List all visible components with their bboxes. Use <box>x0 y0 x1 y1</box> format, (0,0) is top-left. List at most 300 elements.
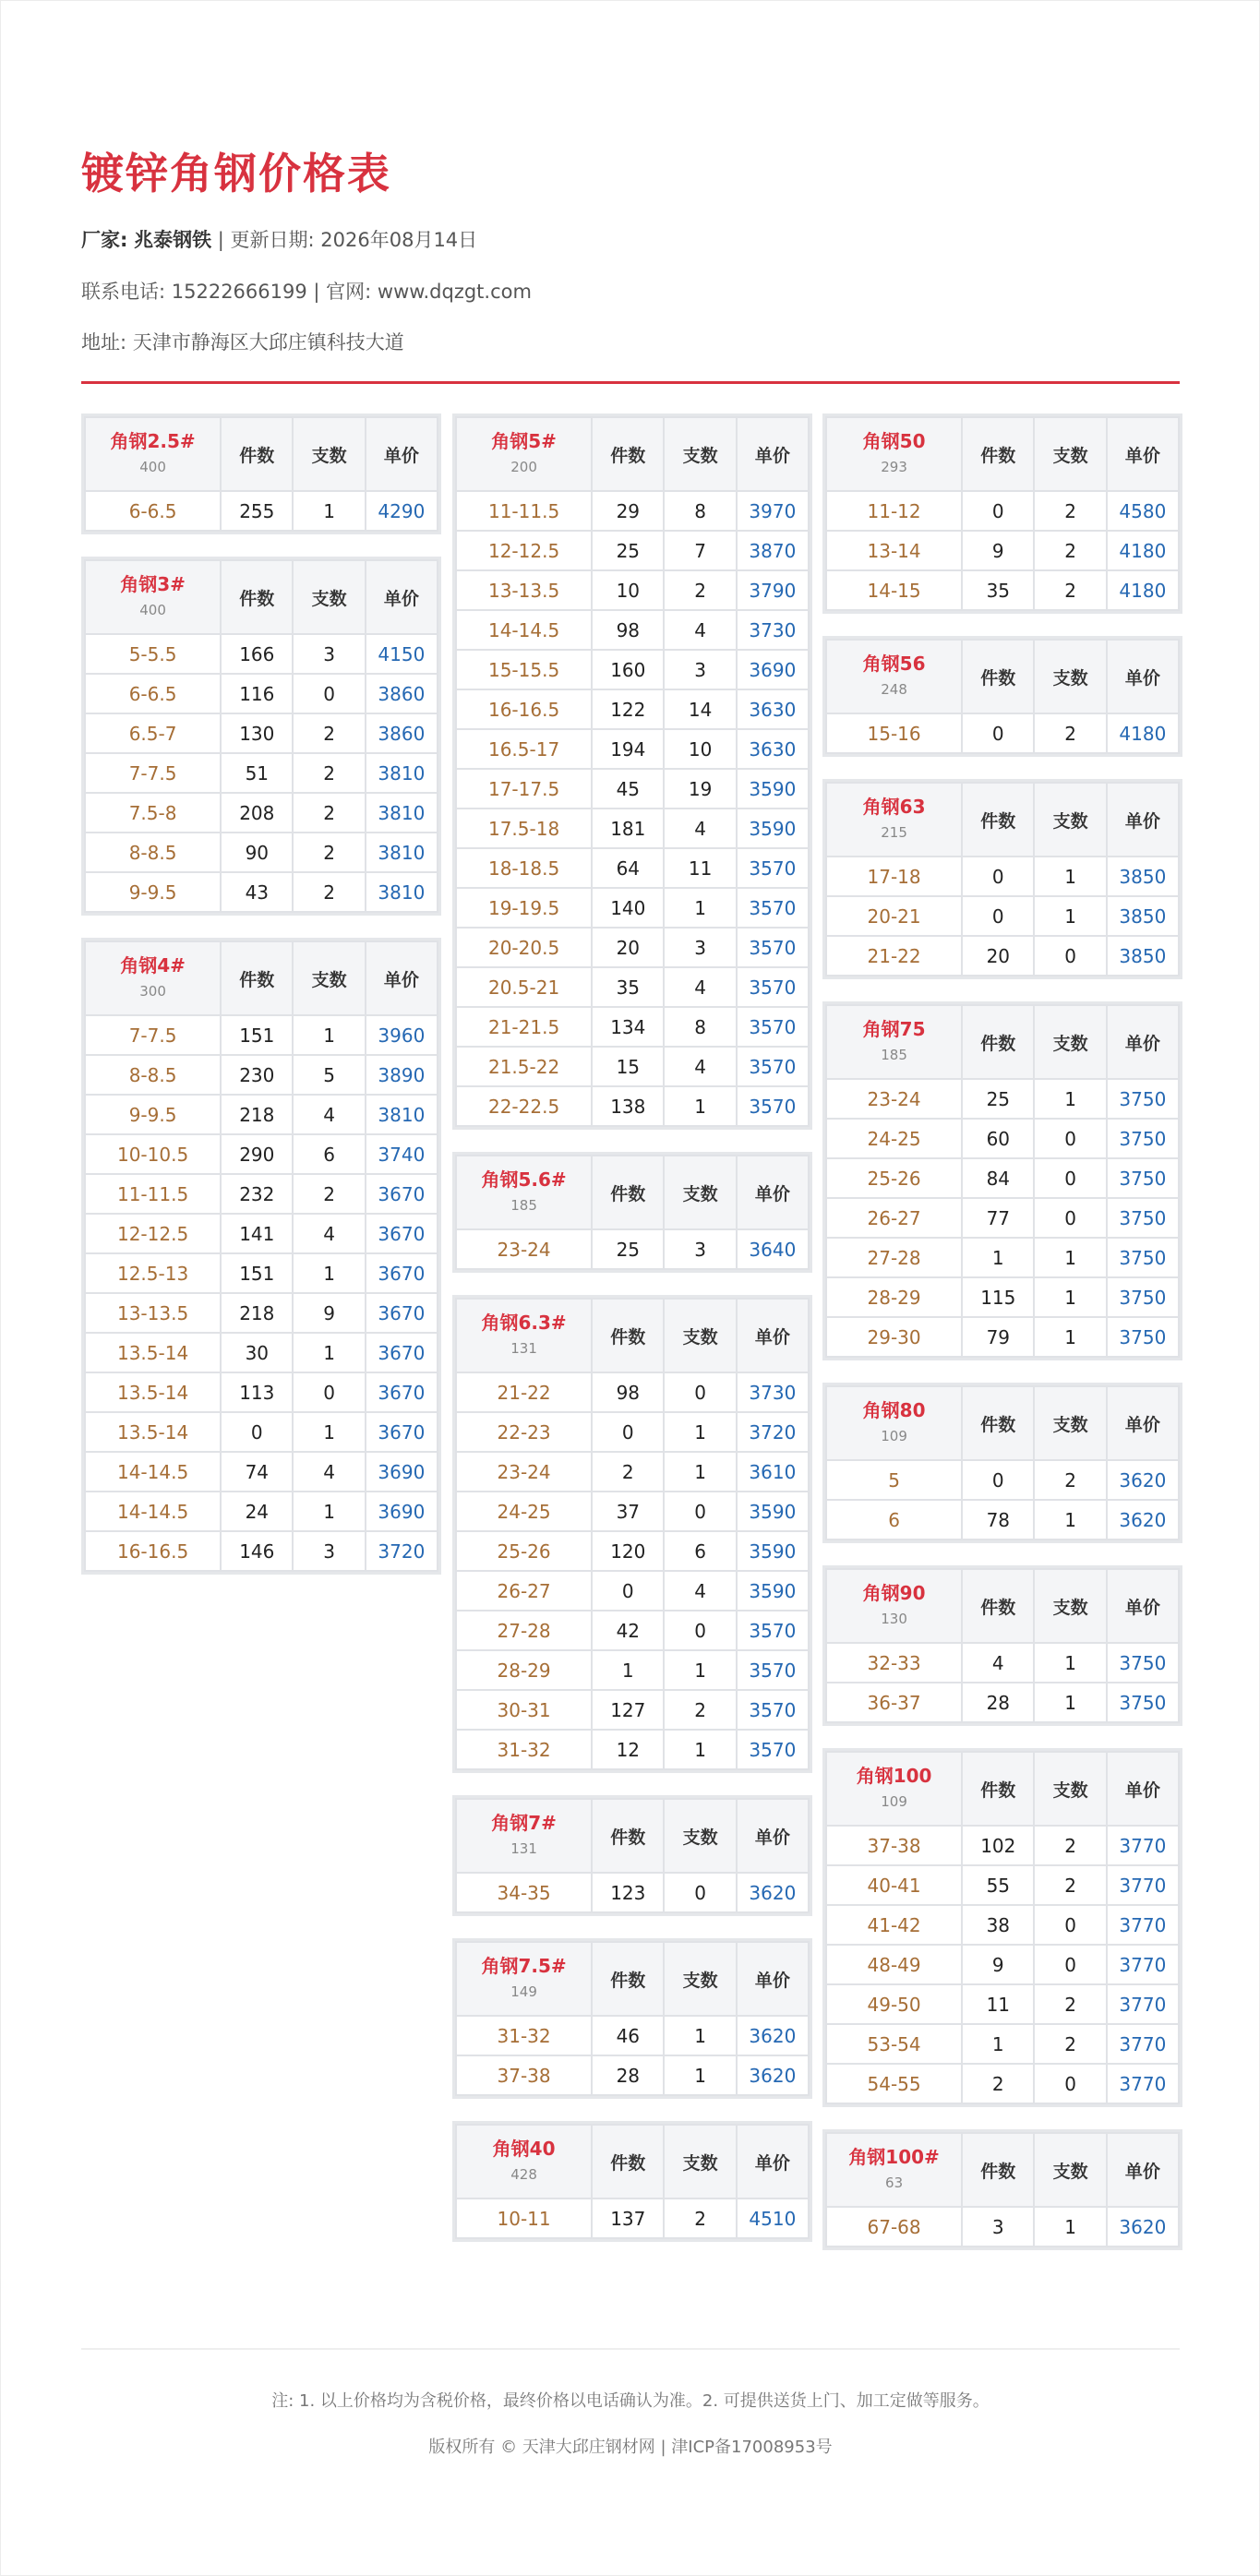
pcs-cell: 4 <box>664 1571 736 1611</box>
pcs-cell: 8 <box>664 491 736 531</box>
table-row <box>456 1650 809 1690</box>
table-row <box>456 1452 809 1492</box>
table-header-row <box>456 1156 809 1229</box>
price-table-grid <box>825 1751 1180 2104</box>
count-header: 件数 <box>962 783 1034 857</box>
spec-cell: 23-24 <box>456 1452 592 1492</box>
price-table <box>822 1383 1182 1543</box>
pcs-cell: 1 <box>1034 1277 1106 1317</box>
price-cell: 3670 <box>366 1253 438 1293</box>
spec-header <box>456 417 592 491</box>
price-table <box>822 779 1182 979</box>
spec-cell: 41-42 <box>826 1905 962 1945</box>
table-row <box>456 491 809 531</box>
pcs-header: 支数 <box>293 941 365 1015</box>
spec-cell: 37-38 <box>456 2055 592 2095</box>
pcs-cell: 2 <box>1034 570 1106 610</box>
spec-cell: 17-17.5 <box>456 769 592 809</box>
count-cell: 0 <box>962 491 1034 531</box>
spec-cell: 16.5-17 <box>456 729 592 769</box>
spec-cell: 21-22 <box>456 1372 592 1412</box>
table-row <box>85 1174 438 1214</box>
spec-cell: 7.5-8 <box>85 793 221 833</box>
price-cell: 3620 <box>737 2016 809 2055</box>
price-header: 单价 <box>1107 417 1179 491</box>
pcs-cell: 3 <box>664 1229 736 1269</box>
table-row <box>826 491 1179 531</box>
column-2 <box>452 413 812 2264</box>
table-row <box>456 769 809 809</box>
product-code: 215 <box>881 824 907 841</box>
price-cell: 3770 <box>1107 1865 1179 1905</box>
spec-cell: 13.5-14 <box>85 1333 221 1372</box>
spec-cell: 8-8.5 <box>85 1055 221 1095</box>
price-cell: 3770 <box>1107 2064 1179 2103</box>
count-cell: 127 <box>592 1690 664 1730</box>
count-cell: 230 <box>221 1055 293 1095</box>
pcs-header: 支数 <box>1034 1005 1106 1079</box>
price-cell: 4510 <box>737 2199 809 2238</box>
price-table <box>452 1295 812 1773</box>
spec-cell: 27-28 <box>456 1611 592 1650</box>
spec-cell: 12.5-13 <box>85 1253 221 1293</box>
table-header-row <box>456 1299 809 1372</box>
count-cell: 1 <box>962 1238 1034 1277</box>
pcs-header: 支数 <box>1034 1569 1106 1643</box>
product-code: 185 <box>881 1047 907 1063</box>
pcs-cell: 6 <box>664 1531 736 1571</box>
factory-name: 兆泰钢铁 <box>134 229 212 251</box>
count-cell: 51 <box>221 753 293 793</box>
product-name: 角钢5.6# <box>481 1168 567 1191</box>
price-table-grid <box>455 1798 810 1913</box>
product-name: 角钢40 <box>492 2138 556 2160</box>
price-cell: 3850 <box>1107 896 1179 936</box>
count-cell: 0 <box>962 1460 1034 1500</box>
price-table-grid <box>455 416 810 1127</box>
pcs-cell: 0 <box>1034 1119 1106 1158</box>
pcs-cell: 1 <box>664 1730 736 1769</box>
table-row <box>85 1492 438 1531</box>
product-name: 角钢80 <box>862 1399 926 1421</box>
spec-cell: 12-12.5 <box>456 531 592 570</box>
price-table <box>81 557 441 916</box>
table-header-row <box>826 1386 1179 1460</box>
table-row <box>85 1134 438 1174</box>
price-cell: 3850 <box>1107 857 1179 896</box>
table-row <box>826 1826 1179 1865</box>
count-header: 件数 <box>962 2133 1034 2207</box>
spec-cell: 54-55 <box>826 2064 962 2103</box>
update-date: | 更新日期: 2026年08月14日 <box>217 229 478 251</box>
count-cell: 11 <box>962 1984 1034 2024</box>
product-name: 角钢56 <box>862 653 926 675</box>
price-cell: 3870 <box>737 531 809 570</box>
spec-cell: 10-10.5 <box>85 1134 221 1174</box>
pcs-cell: 4 <box>664 809 736 848</box>
pcs-cell: 1 <box>1034 1079 1106 1119</box>
price-cell: 3610 <box>737 1452 809 1492</box>
price-cell: 3720 <box>737 1412 809 1452</box>
factory-line <box>81 225 477 255</box>
table-header-row <box>826 640 1179 713</box>
price-cell: 3860 <box>366 713 438 753</box>
pcs-cell: 1 <box>664 2055 736 2095</box>
count-cell: 28 <box>962 1683 1034 1722</box>
product-name: 角钢7.5# <box>481 1955 567 1977</box>
price-cell: 3690 <box>366 1452 438 1492</box>
table-header-row <box>85 560 438 634</box>
spec-cell: 48-49 <box>826 1945 962 1984</box>
count-header: 件数 <box>962 1005 1034 1079</box>
table-row <box>85 713 438 753</box>
table-row <box>456 928 809 967</box>
count-cell: 77 <box>962 1198 1034 1238</box>
page-title: 镀锌角钢价格表 <box>81 149 391 198</box>
spec-header <box>826 417 962 491</box>
pcs-cell: 4 <box>293 1095 365 1134</box>
price-table-grid <box>825 416 1180 611</box>
count-cell: 55 <box>962 1865 1034 1905</box>
count-cell: 113 <box>221 1372 293 1412</box>
pcs-cell: 1 <box>664 888 736 928</box>
pcs-cell: 0 <box>1034 2064 1106 2103</box>
pcs-header: 支数 <box>1034 1752 1106 1826</box>
count-header: 件数 <box>962 417 1034 491</box>
price-header: 单价 <box>366 560 438 634</box>
spec-cell: 25-26 <box>456 1531 592 1571</box>
pcs-cell: 2 <box>664 2199 736 2238</box>
product-code: 185 <box>510 1197 537 1214</box>
product-name: 角钢2.5# <box>110 430 196 452</box>
price-cell: 3630 <box>737 729 809 769</box>
spec-cell: 13-14 <box>826 531 962 570</box>
pcs-cell: 2 <box>1034 713 1106 753</box>
table-row <box>826 1945 1179 1984</box>
table-header-row <box>456 2125 809 2199</box>
price-cell: 4290 <box>366 491 438 531</box>
count-cell: 35 <box>592 967 664 1007</box>
count-cell: 3 <box>962 2207 1034 2247</box>
spec-cell: 26-27 <box>456 1571 592 1611</box>
price-header: 单价 <box>737 2125 809 2199</box>
price-cell: 3670 <box>366 1293 438 1333</box>
count-cell: 24 <box>221 1492 293 1531</box>
spec-cell: 67-68 <box>826 2207 962 2247</box>
spec-cell: 6-6.5 <box>85 674 221 713</box>
count-cell: 290 <box>221 1134 293 1174</box>
spec-header <box>826 1386 962 1460</box>
pcs-cell: 3 <box>664 650 736 689</box>
spec-cell: 37-38 <box>826 1826 962 1865</box>
count-header: 件数 <box>221 417 293 491</box>
price-header: 单价 <box>1107 1752 1179 1826</box>
spec-cell: 26-27 <box>826 1198 962 1238</box>
pcs-header: 支数 <box>293 560 365 634</box>
price-cell: 4180 <box>1107 570 1179 610</box>
pcs-header: 支数 <box>1034 640 1106 713</box>
spec-header <box>826 640 962 713</box>
price-header: 单价 <box>1107 1386 1179 1460</box>
price-cell: 3590 <box>737 809 809 848</box>
count-header: 件数 <box>962 1386 1034 1460</box>
pcs-cell: 2 <box>293 793 365 833</box>
price-header: 单价 <box>1107 783 1179 857</box>
price-cell: 3570 <box>737 848 809 888</box>
pcs-cell: 1 <box>664 1452 736 1492</box>
pcs-cell: 1 <box>1034 2207 1106 2247</box>
pcs-cell: 0 <box>664 1611 736 1650</box>
price-table <box>452 2121 812 2242</box>
price-table <box>452 1795 812 1916</box>
price-cell: 3570 <box>737 967 809 1007</box>
pcs-cell: 2 <box>1034 2024 1106 2064</box>
table-row <box>85 1015 438 1055</box>
table-row <box>85 753 438 793</box>
table-header-row <box>826 1569 1179 1643</box>
count-cell: 12 <box>592 1730 664 1769</box>
pcs-cell: 2 <box>293 872 365 912</box>
table-row <box>826 896 1179 936</box>
price-cell: 3570 <box>737 888 809 928</box>
price-cell: 3620 <box>737 1873 809 1912</box>
table-header-row <box>456 1799 809 1873</box>
spec-header <box>85 417 221 491</box>
pcs-cell: 1 <box>1034 857 1106 896</box>
count-cell: 160 <box>592 650 664 689</box>
pcs-cell: 4 <box>664 610 736 650</box>
price-table <box>822 1001 1182 1360</box>
table-row <box>826 1500 1179 1540</box>
count-cell: 255 <box>221 491 293 531</box>
table-row <box>85 1372 438 1412</box>
price-cell: 3590 <box>737 1571 809 1611</box>
price-cell: 3570 <box>737 928 809 967</box>
count-cell: 46 <box>592 2016 664 2055</box>
pcs-cell: 0 <box>664 1492 736 1531</box>
price-cell: 3690 <box>737 650 809 689</box>
product-name: 角钢50 <box>862 430 926 452</box>
price-header: 单价 <box>737 1299 809 1372</box>
count-cell: 0 <box>962 896 1034 936</box>
spec-cell: 10-11 <box>456 2199 592 2238</box>
price-cell: 3890 <box>366 1055 438 1095</box>
table-row <box>826 1277 1179 1317</box>
spec-cell: 53-54 <box>826 2024 962 2064</box>
count-cell: 78 <box>962 1500 1034 1540</box>
table-row <box>456 1412 809 1452</box>
pcs-cell: 14 <box>664 689 736 729</box>
price-cell: 3750 <box>1107 1119 1179 1158</box>
table-row <box>85 634 438 674</box>
count-cell: 0 <box>592 1412 664 1452</box>
pcs-cell: 4 <box>664 1047 736 1086</box>
footer-note: 注: 1. 以上价格均为含税价格，最终价格以电话确认为准。2. 可提供送货上门、加工定做等服务。 <box>271 2391 990 2411</box>
price-header: 单价 <box>1107 2133 1179 2207</box>
spec-cell: 15-15.5 <box>456 650 592 689</box>
pcs-cell: 2 <box>1034 491 1106 531</box>
pcs-header: 支数 <box>664 1299 736 1372</box>
price-table-grid <box>825 2132 1180 2247</box>
pcs-header: 支数 <box>1034 1386 1106 1460</box>
price-cell: 3790 <box>737 570 809 610</box>
table-row <box>826 2064 1179 2103</box>
price-cell: 3720 <box>366 1531 438 1571</box>
price-header: 单价 <box>737 417 809 491</box>
table-row <box>456 848 809 888</box>
price-cell: 3770 <box>1107 1984 1179 2024</box>
product-name: 角钢63 <box>862 796 926 818</box>
spec-cell: 27-28 <box>826 1238 962 1277</box>
table-row <box>456 1873 809 1912</box>
table-row <box>456 1492 809 1531</box>
price-cell: 3570 <box>737 1690 809 1730</box>
spec-cell: 29-30 <box>826 1317 962 1357</box>
count-cell: 84 <box>962 1158 1034 1198</box>
price-cell: 3750 <box>1107 1683 1179 1722</box>
count-header: 件数 <box>592 1299 664 1372</box>
pcs-cell: 2 <box>1034 1865 1106 1905</box>
table-header-row <box>826 1005 1179 1079</box>
price-header: 单价 <box>366 941 438 1015</box>
count-cell: 0 <box>221 1412 293 1452</box>
price-cell: 3850 <box>1107 936 1179 976</box>
product-name: 角钢6.3# <box>481 1312 567 1334</box>
count-cell: 141 <box>221 1214 293 1253</box>
pcs-cell: 0 <box>293 1372 365 1412</box>
count-cell: 102 <box>962 1826 1034 1865</box>
count-header: 件数 <box>221 941 293 1015</box>
count-cell: 43 <box>221 872 293 912</box>
table-row <box>826 936 1179 976</box>
count-cell: 1 <box>962 2024 1034 2064</box>
count-cell: 130 <box>221 713 293 753</box>
count-header: 件数 <box>592 417 664 491</box>
pcs-cell: 2 <box>1034 1826 1106 1865</box>
count-cell: 98 <box>592 1372 664 1412</box>
price-table <box>822 413 1182 614</box>
pcs-cell: 1 <box>1034 1238 1106 1277</box>
table-row <box>456 1531 809 1571</box>
price-table <box>822 636 1182 757</box>
table-row <box>826 1984 1179 2024</box>
price-cell: 3670 <box>366 1174 438 1214</box>
table-row <box>85 793 438 833</box>
count-cell: 37 <box>592 1492 664 1531</box>
price-cell: 3620 <box>1107 1500 1179 1540</box>
table-row <box>826 1119 1179 1158</box>
spec-cell: 40-41 <box>826 1865 962 1905</box>
spec-cell: 13-13.5 <box>85 1293 221 1333</box>
spec-cell: 9-9.5 <box>85 1095 221 1134</box>
price-cell: 3570 <box>737 1047 809 1086</box>
table-row <box>85 1095 438 1134</box>
product-code: 400 <box>139 459 166 475</box>
table-row <box>826 1865 1179 1905</box>
spec-cell: 31-32 <box>456 1730 592 1769</box>
table-row <box>826 531 1179 570</box>
spec-cell: 13.5-14 <box>85 1412 221 1452</box>
count-cell: 218 <box>221 1095 293 1134</box>
pcs-cell: 1 <box>664 2016 736 2055</box>
count-cell: 9 <box>962 1945 1034 1984</box>
spec-cell: 13.5-14 <box>85 1372 221 1412</box>
spec-cell: 34-35 <box>456 1873 592 1912</box>
spec-header <box>456 1799 592 1873</box>
spec-cell: 5-5.5 <box>85 634 221 674</box>
price-cell: 3770 <box>1107 2024 1179 2064</box>
price-cell: 3570 <box>737 1730 809 1769</box>
pcs-cell: 1 <box>1034 1643 1106 1683</box>
product-code: 248 <box>881 681 907 698</box>
pcs-cell: 1 <box>293 491 365 531</box>
price-cell: 3590 <box>737 1531 809 1571</box>
product-code: 293 <box>881 459 907 475</box>
pcs-cell: 2 <box>293 833 365 872</box>
count-header: 件数 <box>962 640 1034 713</box>
count-cell: 29 <box>592 491 664 531</box>
price-cell: 3620 <box>737 2055 809 2095</box>
count-cell: 1 <box>592 1650 664 1690</box>
pcs-cell: 2 <box>664 1690 736 1730</box>
pcs-cell: 1 <box>293 1333 365 1372</box>
table-row <box>456 729 809 769</box>
product-code: 200 <box>510 459 537 475</box>
price-cell: 3730 <box>737 1372 809 1412</box>
price-table-grid <box>455 1298 810 1770</box>
price-header: 单价 <box>1107 640 1179 713</box>
table-row <box>826 1683 1179 1722</box>
table-row <box>826 570 1179 610</box>
table-header-row <box>85 941 438 1015</box>
table-row <box>85 1333 438 1372</box>
price-cell: 3750 <box>1107 1198 1179 1238</box>
spec-cell: 6 <box>826 1500 962 1540</box>
spec-cell: 11-11.5 <box>85 1174 221 1214</box>
spec-cell: 19-19.5 <box>456 888 592 928</box>
price-cell: 3750 <box>1107 1317 1179 1357</box>
table-row <box>85 1253 438 1293</box>
price-table <box>81 413 441 534</box>
spec-cell: 7-7.5 <box>85 753 221 793</box>
table-row <box>826 1238 1179 1277</box>
count-cell: 45 <box>592 769 664 809</box>
spec-cell: 49-50 <box>826 1984 962 2024</box>
table-row <box>826 1460 1179 1500</box>
table-row <box>456 888 809 928</box>
spec-header <box>826 1569 962 1643</box>
spec-cell: 31-32 <box>456 2016 592 2055</box>
price-table-grid <box>825 639 1180 754</box>
spec-cell: 8-8.5 <box>85 833 221 872</box>
count-cell: 28 <box>592 2055 664 2095</box>
count-cell: 194 <box>592 729 664 769</box>
count-cell: 166 <box>221 634 293 674</box>
count-cell: 134 <box>592 1007 664 1047</box>
table-row <box>456 1611 809 1650</box>
spec-cell: 16-16.5 <box>85 1531 221 1571</box>
spec-cell: 28-29 <box>826 1277 962 1317</box>
pcs-header: 支数 <box>293 417 365 491</box>
count-cell: 60 <box>962 1119 1034 1158</box>
pcs-cell: 3 <box>293 634 365 674</box>
price-cell: 3810 <box>366 793 438 833</box>
spec-cell: 16-16.5 <box>456 689 592 729</box>
spec-cell: 23-24 <box>456 1229 592 1269</box>
count-cell: 10 <box>592 570 664 610</box>
price-table-grid <box>455 2124 810 2239</box>
pcs-header: 支数 <box>1034 2133 1106 2207</box>
